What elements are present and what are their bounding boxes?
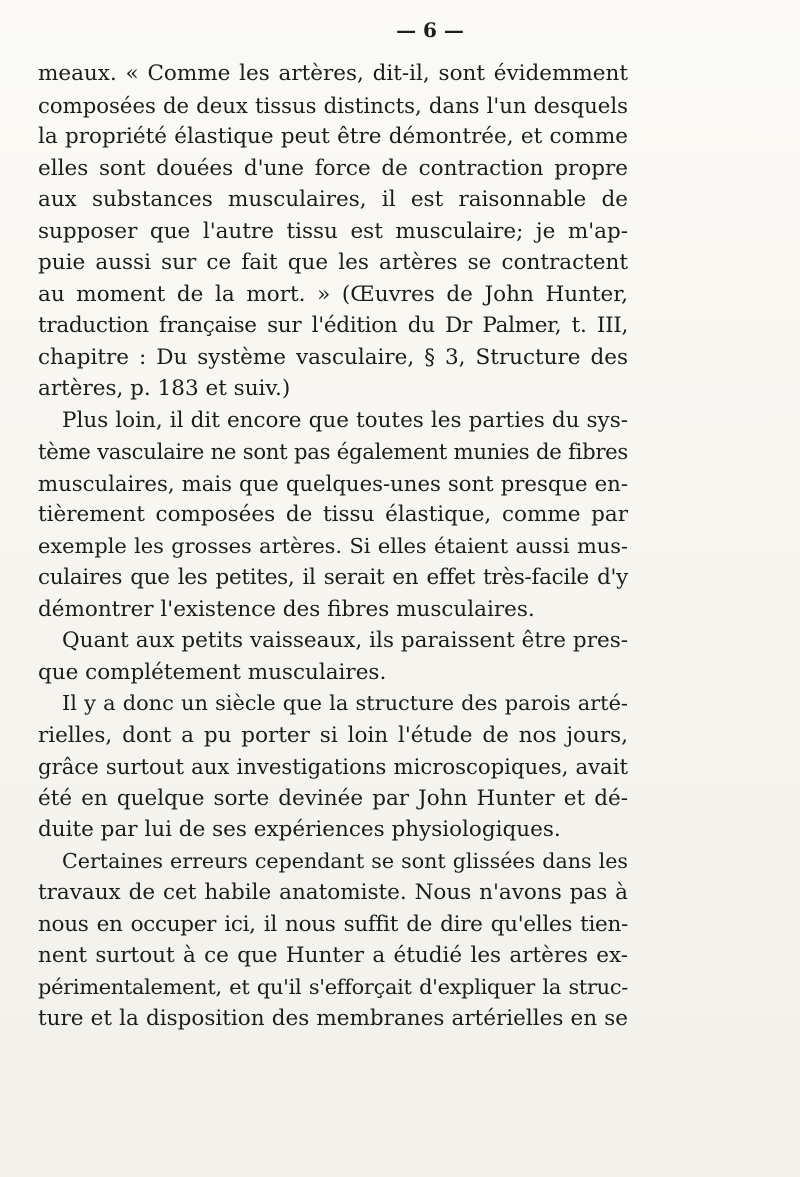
text-line: rielles, dont a pu porter si loin l'étude de nos jours,: [38, 722, 628, 748]
text-line: périmentalement, et qu'il s'efforçait d'expliquer la struc-: [38, 974, 628, 999]
text-line: ture et la disposition des membranes artérielles en se: [38, 1006, 628, 1031]
text-line: musculaires, mais que quelques-unes sont presque en-: [38, 470, 628, 496]
text-line: composées de deux tissus distincts, dans l'un desquels: [38, 92, 628, 118]
text-line: été en quelque sorte devinée par John Hunter et dé-: [38, 785, 628, 811]
page-number: — 6 —: [396, 18, 464, 42]
body-text: [38, 58, 628, 1035]
text-line: démontrer l'existence des fibres musculaires.: [38, 596, 535, 622]
text-line: aux substances musculaires, il est raisonnable de: [38, 187, 628, 212]
text-line: la propriété élastique peut être démontrée, et comme: [38, 124, 628, 149]
text-line: puie aussi sur ce fait que les artères se contractent: [38, 250, 628, 275]
text-line: Certaines erreurs cependant se sont glissées dans les: [62, 848, 628, 873]
text-line: au moment de la mort. » (Œuvres de John Hunter,: [38, 281, 628, 307]
text-line: artères, p. 183 et suiv.): [38, 376, 291, 401]
text-line: que complétement musculaires.: [38, 659, 387, 685]
text-line: duite par lui de ses expériences physiologiques.: [38, 817, 561, 842]
text-line: tème vasculaire ne sont pas également munies de fibres: [38, 439, 628, 464]
text-line: exemple les grosses artères. Si elles étaient aussi mus-: [38, 533, 628, 558]
text-line: tièrement composées de tissu élastique, comme par: [38, 502, 628, 527]
text-line: travaux de cet habile anatomiste. Nous n'avons pas à: [38, 880, 628, 905]
text-line: chapitre : Du système vasculaire, § 3, Structure des: [38, 344, 628, 370]
text-line: meaux. « Comme les artères, dit-il, sont évidemment: [38, 61, 628, 86]
text-line: nous en occuper ici, il nous suffit de dire qu'elles tien-: [38, 911, 628, 937]
text-line: nent surtout à ce que Hunter a étudié les artères ex-: [38, 943, 628, 968]
text-line: Il y a donc un siècle que la structure des parois arté-: [62, 691, 628, 715]
text-line: elles sont douées d'une force de contraction propre: [38, 155, 628, 181]
text-line: culaires que les petites, il serait en effet très-facile d'y: [38, 565, 628, 590]
text-line: Plus loin, il dit encore que toutes les parties du sys-: [62, 407, 628, 433]
text-line: grâce surtout aux investigations microscopiques, avait: [38, 754, 628, 779]
text-line: supposer que l'autre tissu est musculaire; je m'ap-: [38, 218, 628, 244]
text-line: Quant aux petits vaisseaux, ils paraissent être pres-: [62, 628, 628, 653]
text-line: traduction française sur l'édition du Dr Palmer, t. III,: [38, 313, 628, 338]
